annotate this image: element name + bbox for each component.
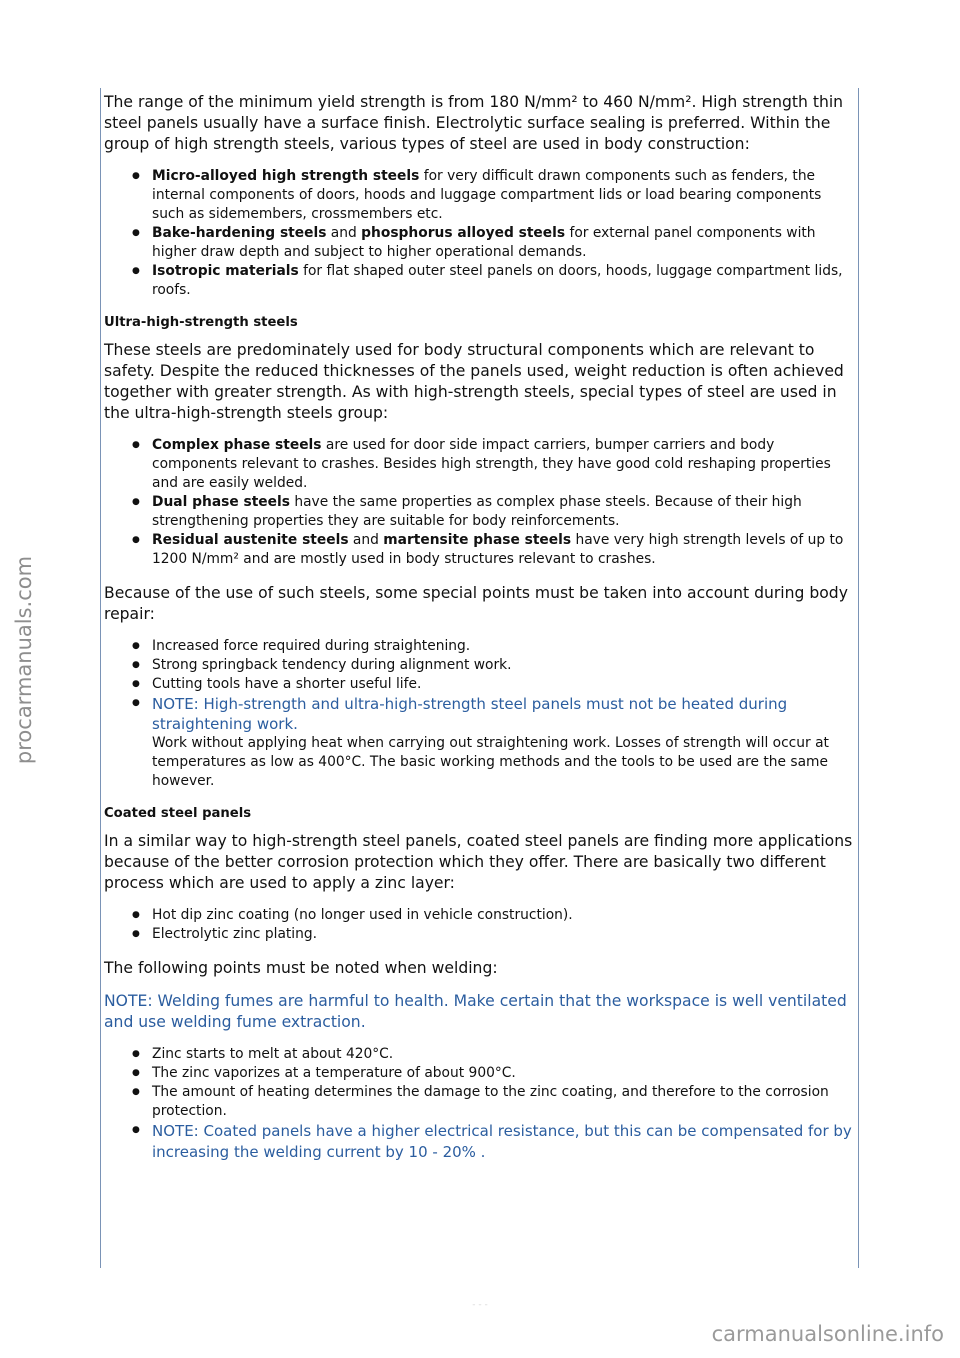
- ultra-high-strength-paragraph: These steels are predominately used for body structural components which are relevant to safety. Despite the reduced thicknesses of the panels used, weight reduction is often achieved together with greater strength. As with high-strength steels, special types of steel are used in the ultra-high-strength steels group:: [104, 341, 844, 422]
- list-item: [152, 224, 854, 262]
- list-item-text: for flat shaped outer steel panels on doors, hoods, luggage compartment lids, roofs.: [152, 263, 843, 298]
- list-item: [152, 436, 854, 493]
- list-item-text: have very high strength levels of up to 1200 N/mm² and are mostly used in body structures relevant to crashes.: [152, 532, 844, 567]
- page-number: - - -: [472, 1300, 488, 1310]
- welding-points-list: [104, 1045, 854, 1163]
- intro-paragraph: The range of the minimum yield strength is from 180 N/mm² to 460 N/mm². High strength thin steel panels usually have a surface finish. Electrolytic surface sealing is preferred. Within the group of high strength steels, various types of steel are used in body construction:: [104, 93, 844, 153]
- straightening-note: ● NOTE: High-strength and ultra-high-strength steel panels must not be heated during straightening work.: [152, 695, 788, 733]
- list-item: [152, 167, 854, 224]
- document-body: [104, 92, 854, 1177]
- ultra-high-strength-steel-list: [104, 436, 854, 569]
- welding-current-note: NOTE: Coated panels have a higher electrical resistance, but this can be compensated for by increasing the welding current by 10 - 20% .: [152, 1122, 852, 1161]
- left-margin-rule: [100, 88, 101, 1268]
- list-item-text: for very difficult drawn components such as fenders, the internal components of doors, hoods and luggage compartment lids or load bearing components such as sidemembers, crossmembers etc.: [152, 168, 822, 222]
- list-item: ● The zinc vaporizes at a temperature of about 900°C.: [152, 1064, 854, 1083]
- side-watermark-text: procarmanuals.com: [12, 555, 36, 765]
- list-item: [152, 493, 854, 531]
- ultra-high-strength-heading: Ultra-high-strength steels: [104, 315, 298, 330]
- term-dual-phase: Dual phase steels: [152, 494, 290, 510]
- high-strength-steel-list: [104, 167, 854, 300]
- list-item-text: are used for door side impact carriers, bumper carriers and body components relevant to crashes. Besides high strength, they have good cold reshaping properties and are easily welded.: [152, 437, 831, 491]
- term-martensite-phase: martensite phase steels: [383, 532, 572, 548]
- right-margin-rule: [858, 88, 859, 1268]
- list-item-conjunction: and: [326, 225, 362, 241]
- list-item: ● Electrolytic zinc plating.: [152, 925, 854, 944]
- list-item: ● Cutting tools have a shorter useful life.: [152, 675, 854, 694]
- side-watermark: [4, 530, 44, 790]
- list-item: ● Increased force required during straightening.: [152, 637, 854, 656]
- list-item: ● Strong springback tendency during alignment work.: [152, 656, 854, 675]
- coated-steel-paragraph: In a similar way to high-strength steel panels, coated steel panels are finding more applications because of the better corrosion protection which they offer. There are basically two different process which are used to apply a zinc layer:: [104, 832, 853, 892]
- list-item-text: for external panel components with higher draw depth and subject to higher operational demands.: [152, 225, 816, 260]
- list-item-text: have the same properties as complex phase steels. Because of their high strengthening properties they are suitable for body reinforcements.: [152, 494, 802, 529]
- list-item-conjunction: and: [348, 532, 384, 548]
- list-item: [152, 262, 854, 300]
- straightening-note-text: Work without applying heat when carrying out straightening work. Losses of strength will occur at temperatures as low as 400°C. The basic working methods and the tools to be used are the same however.: [152, 735, 829, 789]
- body-repair-list: [104, 637, 854, 791]
- list-item: [152, 531, 854, 569]
- term-residual-austenite: Residual austenite steels: [152, 532, 349, 548]
- list-item: ● The amount of heating determines the damage to the zinc coating, and therefore to the corrosion protection.: [152, 1083, 854, 1121]
- list-item-note: [152, 694, 854, 791]
- list-item-note: [152, 1121, 854, 1163]
- term-complex-phase: Complex phase steels: [152, 437, 322, 453]
- list-item: ● Zinc starts to melt at about 420°C.: [152, 1045, 854, 1064]
- bottom-watermark: carmanualsonline.info: [711, 1322, 944, 1346]
- term-isotropic: Isotropic materials: [152, 263, 299, 279]
- list-item: ● Hot dip zinc coating (no longer used in vehicle construction).: [152, 906, 854, 925]
- body-repair-paragraph: Because of the use of such steels, some special points must be taken into account during body repair:: [104, 584, 848, 623]
- term-bake-hardening: Bake-hardening steels: [152, 225, 327, 241]
- welding-fumes-note: NOTE: Welding fumes are harmful to health. Make certain that the workspace is well ventilated and use welding fume extraction.: [104, 992, 847, 1031]
- term-phosphorus-alloyed: phosphorus alloyed steels: [361, 225, 566, 241]
- term-micro-alloyed: Micro-alloyed high strength steels: [152, 168, 420, 184]
- zinc-process-list: [104, 906, 854, 944]
- coated-steel-heading: Coated steel panels: [104, 806, 252, 821]
- welding-paragraph: The following points must be noted when welding:: [104, 959, 498, 977]
